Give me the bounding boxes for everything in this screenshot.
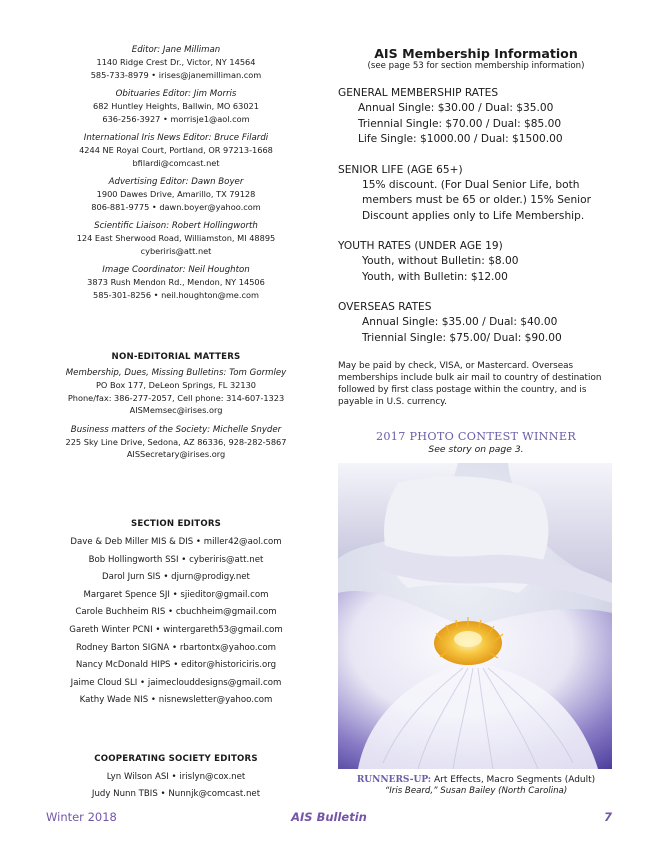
editor-line: 806-881-9775 • dawn.boyer@yahoo.com	[91, 201, 261, 212]
editor-entry	[40, 44, 312, 81]
senior-heading: SENIOR LIFE (AGE 65+)	[338, 163, 463, 176]
footer-page-number: 7	[603, 810, 612, 824]
page-footer	[46, 810, 612, 826]
non-editorial-heading: NON-EDITORIAL MATTERS	[111, 352, 241, 362]
youth-line: Youth, with Bulletin: $12.00	[362, 270, 508, 283]
senior-line: 15% discount. (For Dual Senior Life, both	[362, 178, 580, 191]
editor-line: bfilardi@comcast.net	[132, 157, 220, 168]
iris-beard-photo	[338, 463, 612, 769]
contest-title: 2017 PHOTO CONTEST WINNER	[375, 430, 577, 443]
section-editors-block	[40, 519, 312, 710]
editor-entry	[40, 132, 312, 169]
editor-line: 4244 NE Royal Court, Portland, OR 97213-1668	[79, 145, 273, 155]
editor-entry	[40, 220, 312, 257]
membership-title: AIS Membership Information	[374, 46, 578, 61]
non-editorial-title: Membership, Dues, Missing Bulletins: Tom Gormley	[65, 368, 287, 378]
editor-title: Obituaries Editor: Jim Morris	[115, 89, 237, 99]
section-editors-heading: SECTION EDITORS	[130, 519, 222, 529]
non-editorial-title: Business matters of the Society: Michelle Snyder	[70, 424, 282, 435]
footer-season: Winter 2018	[46, 810, 117, 824]
section-editor-row: Nancy McDonald HIPS • editor@historiciris.org	[75, 660, 277, 671]
section-editor-row: Gareth Winter PCNI • wintergareth53@gmail.com	[69, 624, 283, 635]
payment-note: May be paid by check, VISA, or Mastercard. Overseas memberships include bulk air mail to country of destination followed by first class postage within the country, and is payable in U.S. currency.	[338, 361, 602, 407]
editor-line: 636-256-3927 • morrisje1@aol.com	[102, 113, 250, 124]
non-editorial-block	[40, 352, 312, 468]
cooperating-row: Lyn Wilson ASI • irislyn@cox.net	[106, 772, 246, 782]
runners-up-text: Art Effects, Macro Segments (Adult)	[431, 775, 596, 785]
section-editor-row: Margaret Spence SJI • sjieditor@gmail.com	[83, 589, 269, 600]
editor-line: cyberiris@att.net	[140, 245, 212, 256]
contest-subtitle: See story on page 3.	[428, 444, 524, 455]
general-rates-heading: GENERAL MEMBERSHIP RATES	[338, 87, 499, 99]
senior-line: Discount applies only to Life Membership.	[362, 209, 585, 222]
editor-line: 682 Huntley Heights, Ballwin, MO 63021	[93, 101, 259, 111]
editor-title: International Iris News Editor: Bruce Filardi	[83, 133, 269, 143]
youth-line: Youth, without Bulletin: $8.00	[362, 255, 519, 267]
non-editorial-line: AISSecretary@irises.org	[126, 449, 226, 459]
editor-line: 585-301-8256 • neil.houghton@me.com	[93, 289, 259, 300]
section-editor-row: Dave & Deb Miller MIS & DIS • miller42@aol.com	[70, 537, 282, 547]
editor-entry	[40, 176, 312, 213]
section-editor-row: Kathy Wade NIS • nisnewsletter@yahoo.com	[79, 695, 273, 706]
overseas-heading: OVERSEAS RATES	[338, 301, 432, 313]
section-editor-row: Rodney Barton SIGNA • rbartontx@yahoo.com	[76, 642, 276, 653]
non-editorial-line: Phone/fax: 386-277-2057, Cell phone: 314-607-1323	[67, 392, 285, 403]
cooperating-editors-block	[40, 754, 312, 803]
non-editorial-entry	[40, 424, 312, 461]
editor-entry	[40, 88, 312, 125]
editor-line: 1140 Ridge Crest Dr., Victor, NY 14564	[96, 57, 256, 67]
footer-publication: AIS Bulletin	[291, 810, 367, 824]
runners-up-line	[338, 774, 614, 786]
section-editor-row: Bob Hollingworth SSI • cyberiris@att.net	[88, 554, 264, 565]
photo-credit: “Iris Beard,” Susan Bailey (North Carolina)	[384, 786, 568, 796]
editors-block	[40, 44, 312, 308]
non-editorial-entry	[40, 367, 312, 417]
non-editorial-line: 225 Sky Line Drive, Sedona, AZ 86336, 928-282-5867	[65, 436, 287, 447]
editor-title: Editor: Jane Milliman	[131, 45, 221, 55]
section-editor-row: Carole Buchheim RIS • cbuchheim@gmail.com	[75, 607, 277, 618]
rate-line: Triennial Single: $70.00 / Dual: $85.00	[358, 117, 562, 130]
editor-title: Scientific Liaison: Robert Hollingworth	[94, 221, 258, 231]
membership-block	[338, 46, 614, 408]
editor-title: Image Coordinator: Neil Houghton	[102, 265, 250, 275]
non-editorial-line: AISMemsec@irises.org	[129, 405, 223, 415]
youth-heading: YOUTH RATES (UNDER AGE 19)	[338, 240, 503, 252]
runners-up-label: RUNNERS-UP:	[356, 775, 432, 785]
editor-line: 585-733-8979 • irises@janemilliman.com	[90, 69, 262, 80]
photo-contest-header	[338, 430, 614, 456]
rate-line: Annual Single: $30.00 / Dual: $35.00	[358, 102, 554, 114]
overseas-line: Annual Single: $35.00 / Dual: $40.00	[362, 316, 558, 328]
non-editorial-line: PO Box 177, DeLeon Springs, FL 32130	[95, 380, 257, 390]
cooperating-row: Judy Nunn TBIS • Nunnjk@comcast.net	[91, 789, 261, 799]
rate-line: Life Single: $1000.00 / Dual: $1500.00	[358, 133, 563, 145]
editor-entry	[40, 264, 312, 301]
editor-title: Advertising Editor: Dawn Boyer	[108, 177, 244, 187]
editor-line: 3873 Rush Mendon Rd., Mendon, NY 14506	[87, 277, 265, 287]
section-editor-row: Jaime Cloud SLI • jaimeclouddesigns@gmail.com	[70, 677, 282, 688]
photo-caption	[338, 774, 614, 797]
iris-flower-image	[338, 463, 612, 769]
editor-line: 1900 Dawes Drive, Amarillo, TX 79128	[96, 189, 256, 199]
cooperating-heading: COOPERATING SOCIETY EDITORS	[94, 754, 258, 764]
editor-line: 124 East Sherwood Road, Williamston, MI 48895	[76, 233, 276, 243]
membership-subtitle: (see page 53 for section membership information)	[367, 61, 585, 71]
senior-line: members must be 65 or older.) 15% Senior	[362, 194, 591, 206]
section-editor-row: Darol Jurn SIS • djurn@prodigy.net	[102, 572, 250, 583]
overseas-line: Triennial Single: $75.00/ Dual: $90.00	[362, 331, 562, 344]
